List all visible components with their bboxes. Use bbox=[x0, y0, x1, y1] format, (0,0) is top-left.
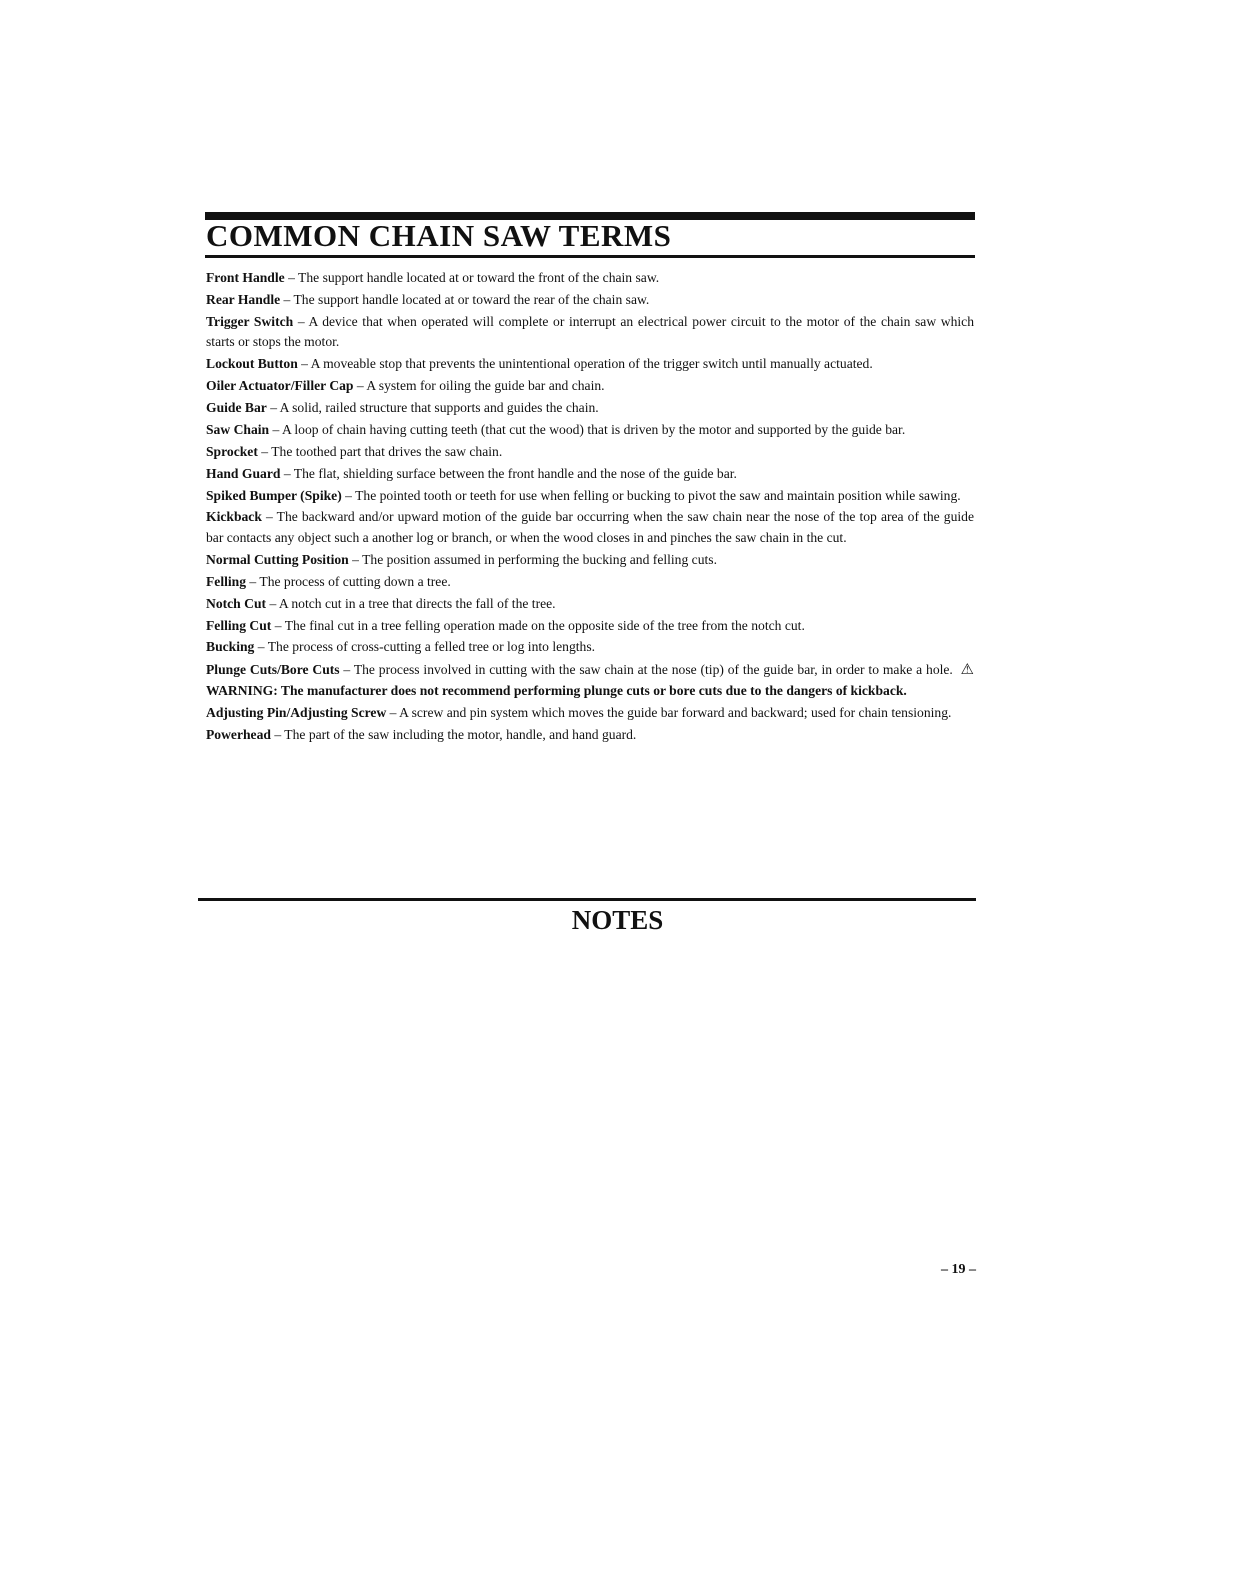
term-name: Felling bbox=[206, 573, 247, 589]
term-dash: – bbox=[348, 551, 363, 567]
term-definition: The support handle located at or toward the rear of the chain saw. bbox=[293, 291, 650, 307]
term-definition: The process involved in cutting with the saw chain at the nose (tip) of the guide bar, in order to make a hole. bbox=[353, 662, 953, 678]
term-sprocket bbox=[206, 442, 974, 462]
term-kickback bbox=[206, 507, 974, 548]
term-definition: The flat, shielding surface between the front handle and the nose of the guide bar. bbox=[293, 465, 737, 481]
term-name: Lockout Button bbox=[206, 356, 298, 372]
term-dash: – bbox=[284, 270, 299, 285]
terms-list bbox=[206, 268, 974, 746]
term-adjusting-pin bbox=[206, 703, 974, 723]
term-rear-handle bbox=[206, 290, 974, 310]
term-saw-chain bbox=[206, 420, 974, 440]
term-name: Kickback bbox=[206, 509, 262, 525]
term-name: Normal Cutting Position bbox=[206, 551, 349, 567]
term-dash: – bbox=[261, 509, 277, 525]
term-trigger-switch bbox=[206, 312, 974, 353]
term-name: Saw Chain bbox=[206, 421, 270, 437]
term-normal-cutting-position bbox=[206, 550, 974, 570]
term-name: Guide Bar bbox=[206, 399, 267, 415]
term-name: Powerhead bbox=[206, 726, 271, 742]
term-front-handle bbox=[206, 268, 974, 288]
term-definition: A notch cut in a tree that directs the fall of the tree. bbox=[278, 595, 556, 611]
section-divider bbox=[198, 898, 976, 901]
term-dash: – bbox=[341, 487, 356, 503]
term-name: Rear Handle bbox=[206, 291, 281, 307]
term-dash: – bbox=[280, 291, 294, 307]
term-definition: The part of the saw including the motor, handle, and hand guard. bbox=[284, 726, 637, 742]
term-dash: – bbox=[266, 399, 280, 415]
term-name: Front Handle bbox=[206, 270, 285, 285]
term-definition: A moveable stop that prevents the unintentional operation of the trigger switch until manually actuated. bbox=[310, 356, 873, 372]
term-name: Felling Cut bbox=[206, 617, 272, 633]
term-definition: The final cut in a tree felling operation made on the opposite side of the tree from the notch cut. bbox=[284, 617, 805, 633]
term-plunge-cuts bbox=[206, 659, 974, 701]
term-powerhead bbox=[206, 725, 974, 745]
term-name: Oiler Actuator/Filler Cap bbox=[206, 378, 354, 394]
term-definition: The backward and/or upward motion of the guide bar occurring when the saw chain near the nose of the top area of the guide bar contacts any object such a another log or branch, or when the wood closes in and pinches the saw chain in the cut. bbox=[206, 509, 974, 545]
term-dash: – bbox=[271, 617, 285, 633]
term-name: Hand Guard bbox=[206, 465, 281, 481]
title-underline bbox=[205, 255, 975, 258]
term-dash: – bbox=[280, 465, 294, 481]
term-oiler-actuator bbox=[206, 376, 974, 396]
term-dash: – bbox=[353, 378, 367, 394]
term-name: Notch Cut bbox=[206, 595, 267, 611]
term-definition: A screw and pin system which moves the guide bar forward and backward; used for chain tensioning. bbox=[399, 704, 952, 720]
term-name: Trigger Switch bbox=[206, 313, 294, 329]
term-definition: A solid, railed structure that supports and guides the chain. bbox=[279, 399, 599, 415]
term-definition: The process of cutting down a tree. bbox=[259, 573, 451, 589]
term-lockout-button bbox=[206, 354, 974, 374]
term-definition: The position assumed in performing the bucking and felling cuts. bbox=[362, 551, 717, 567]
term-dash: – bbox=[254, 639, 268, 655]
term-name: Spiked Bumper (Spike) bbox=[206, 487, 342, 503]
term-name: Adjusting Pin/Adjusting Screw bbox=[206, 704, 387, 720]
term-dash: – bbox=[297, 356, 311, 372]
term-name: Plunge Cuts/Bore Cuts bbox=[206, 662, 340, 678]
page-number: – 19 – bbox=[941, 1262, 976, 1277]
term-felling-cut bbox=[206, 616, 974, 636]
term-definition: A device that when operated will complete or interrupt an electrical power circuit to the motor of the chain saw which starts or stops the motor. bbox=[206, 313, 975, 350]
page-title: COMMON CHAIN SAW TERMS bbox=[206, 218, 672, 253]
term-hand-guard bbox=[206, 464, 974, 484]
term-name: Sprocket bbox=[206, 443, 258, 459]
term-definition: The toothed part that drives the saw chain. bbox=[271, 443, 503, 459]
term-dash: – bbox=[270, 726, 285, 742]
warning-icon: ⚠ bbox=[960, 660, 974, 679]
term-definition: A system for oiling the guide bar and chain. bbox=[366, 378, 605, 394]
warning-text: WARNING: The manufacturer does not recommend performing plunge cuts or bore cuts due to the dangers of kickback. bbox=[206, 682, 907, 698]
term-dash: – bbox=[246, 573, 260, 589]
term-dash: – bbox=[386, 704, 400, 720]
term-definition: The support handle located at or toward the front of the chain saw. bbox=[298, 270, 660, 285]
term-felling bbox=[206, 572, 974, 592]
term-dash: – bbox=[293, 313, 309, 329]
term-spiked-bumper bbox=[206, 486, 974, 506]
term-dash: – bbox=[269, 421, 282, 437]
term-guide-bar bbox=[206, 398, 974, 418]
term-definition: A loop of chain having cutting teeth (that cut the wood) that is driven by the motor and supported by the guide bar. bbox=[281, 421, 906, 437]
term-bucking bbox=[206, 637, 974, 657]
term-definition: The process of cross-cutting a felled tree or log into lengths. bbox=[267, 639, 596, 655]
term-name: Bucking bbox=[206, 639, 255, 655]
term-dash: – bbox=[257, 443, 272, 459]
notes-heading: NOTES bbox=[571, 905, 664, 935]
term-definition: The pointed tooth or teeth for use when felling or bucking to pivot the saw and maintain position while sawing. bbox=[355, 487, 961, 503]
term-notch-cut bbox=[206, 594, 974, 614]
term-dash: – bbox=[339, 662, 354, 678]
term-dash: – bbox=[266, 595, 279, 611]
